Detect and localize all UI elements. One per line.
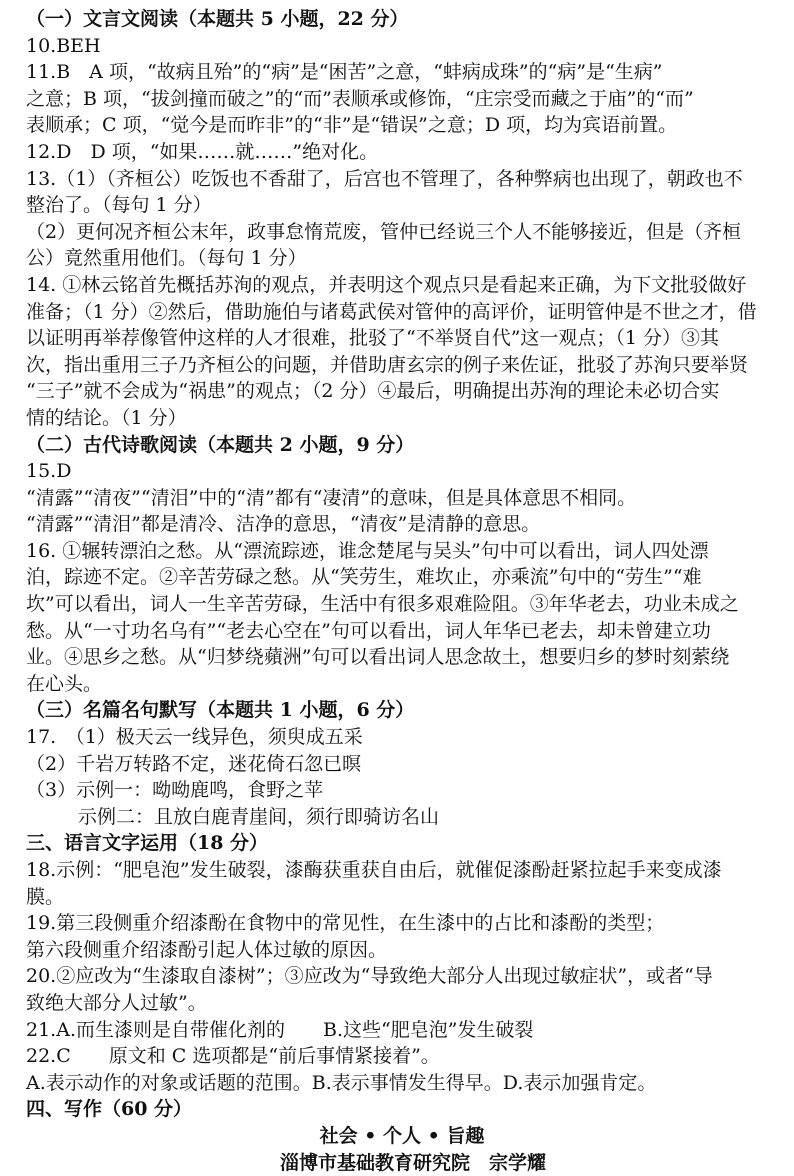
section-heading: （一）文言文阅读（本题共 5 小题，22 分） [26,8,409,30]
text-line: 20.②应改为“生漆取自漆树”；③应改为“导致绝大部分人出现过敏症状”，或者“导 [26,965,713,988]
text-line: 业。④思乡之愁。从“归梦绕蘋洲”句可以看出词人思念故土，想要归乡的梦时刻萦绕 [26,646,730,669]
text-line: 16. ①辗转漂泊之愁。从“漂流踪迹，谁念楚尾与吴头”句中可以看出，词人四处漂 [26,539,709,562]
text-line: 整治了。（每句 1 分） [26,194,212,217]
section-heading: 四、写作（60 分） [26,1098,193,1121]
text-line: （2）千岩万转路不定，迷花倚石忽已暝 [26,752,362,775]
text-line: 致绝大部分人过敏”。 [26,991,207,1014]
text-line: A.表示动作的对象或话题的范围。B.表示事情发生得早。D.表示加强肯定。 [26,1071,657,1094]
text-line: 愁。从“一寸功名乌有”“老去心空在”句可以看出，词人年华已老去，却未曾建立功 [26,619,711,642]
text-line: 示例二：且放白鹿青崖间，须行即骑访名山 [78,805,440,828]
section-heading: （三）名篇名句默写（本题共 1 小题，6 分） [26,699,415,722]
text-line: （2）更何况齐桓公末年，政事怠惰荒废，管仲已经说三个人不能够接近，但是（齐桓 [26,220,742,243]
text-line: 情的结论。（1 分） [26,406,187,429]
text-line: 12.D D 项，“如果……就……”绝对化。 [26,140,379,163]
text-line: 公）竟然重用他们。（每句 1 分） [26,247,307,270]
text-line: “清露”“清泪”都是清冷、洁净的意思，“清夜”是清静的意思。 [26,513,541,536]
text-line: “三子”就不会成为“祸患”的观点；（2 分）④最后，明确提出苏洵的理论未必切合实 [26,380,720,403]
text-line: 在心头。 [26,672,103,695]
text-line: 表顺承；C 项，“觉今是而昨非”的“非”是“错误”之意；D 项，均为宾语前置。 [26,114,678,137]
text-line: 以证明再举荐像管仲这样的人才很难，批驳了“不举贤自代”这一观点；（1 分）③其 [26,327,720,350]
text-line: 13.（1）（齐桓公）吃饭也不香甜了，后宫也不管理了，各种弊病也出现了，朝政也不 [26,167,743,190]
text-line: 之意；B 项，“拔剑撞而破之”的“而”表顺承或修饰，“庄宗受而藏之于庙”的“而” [26,87,694,110]
text-line: 19.第三段侧重介绍漆酚在食物中的常见性，在生漆中的占比和漆酚的类型； [26,912,665,935]
essay-title-line: 淄博市基础教育研究院 宗学耀 [279,1151,546,1174]
text-line: 第六段侧重介绍漆酚引起人体过敏的原因。 [26,938,388,961]
text-line: 21.A.而生漆则是自带催化剂的 B.这些“肥皂泡”发生破裂 [26,1018,534,1041]
essay-title-line: 社会 • 个人 • 旨趣 [319,1124,485,1147]
section-heading: 三、语言文字运用（18 分） [26,832,269,855]
text-line: 膜。 [26,885,65,908]
text-line: 次，指出重用三子乃齐桓公的问题，并借助唐玄宗的例子来佐证，批驳了苏洵只要举贤 [26,353,749,376]
text-line: 11.B A 项，“故病且殆”的“病”是“困苦”之意，“蚌病成珠”的“病”是“生病” [26,61,663,84]
text-line: 15.D [26,460,72,483]
text-line: 泊，踪迹不定。②辛苦劳碌之愁。从“笑劳生，难坎止，亦乘流”句中的“劳生”“难 [26,566,702,589]
text-line: 18.示例：“肥皂泡”发生破裂，漆酶获重获自由后，就催促漆酚赶紧拉起手来变成漆 [26,859,722,881]
text-line: 14. ①林云铭首先概括苏洵的观点，并表明这个观点只是看起来正确，为下文批驳做好 [26,273,747,296]
text-line: “清露”“清夜”“清泪”中的“清”都有“凄清”的意味，但是具体意思不相同。 [26,486,637,509]
text-line: 准备；（1 分）②然后，借助施伯与诸葛武侯对管仲的高评价，证明管仲是不世之才，借 [26,300,757,323]
text-line: 22.C 原文和 C 选项都是“前后事情紧接着”。 [26,1045,440,1068]
text-line: 10.BEH [26,34,101,57]
text-line: 17. （1）极天云一线异色，须臾成五采 [26,726,363,749]
text-line: （3）示例一：呦呦鹿鸣，食野之苹 [26,779,324,802]
text-line: 坎”可以看出，词人一生辛苦劳碌，生活中有很多艰难险阻。③年华老去，功业未成之 [26,593,739,616]
section-heading: （二）古代诗歌阅读（本题共 2 小题，9 分） [26,433,415,456]
